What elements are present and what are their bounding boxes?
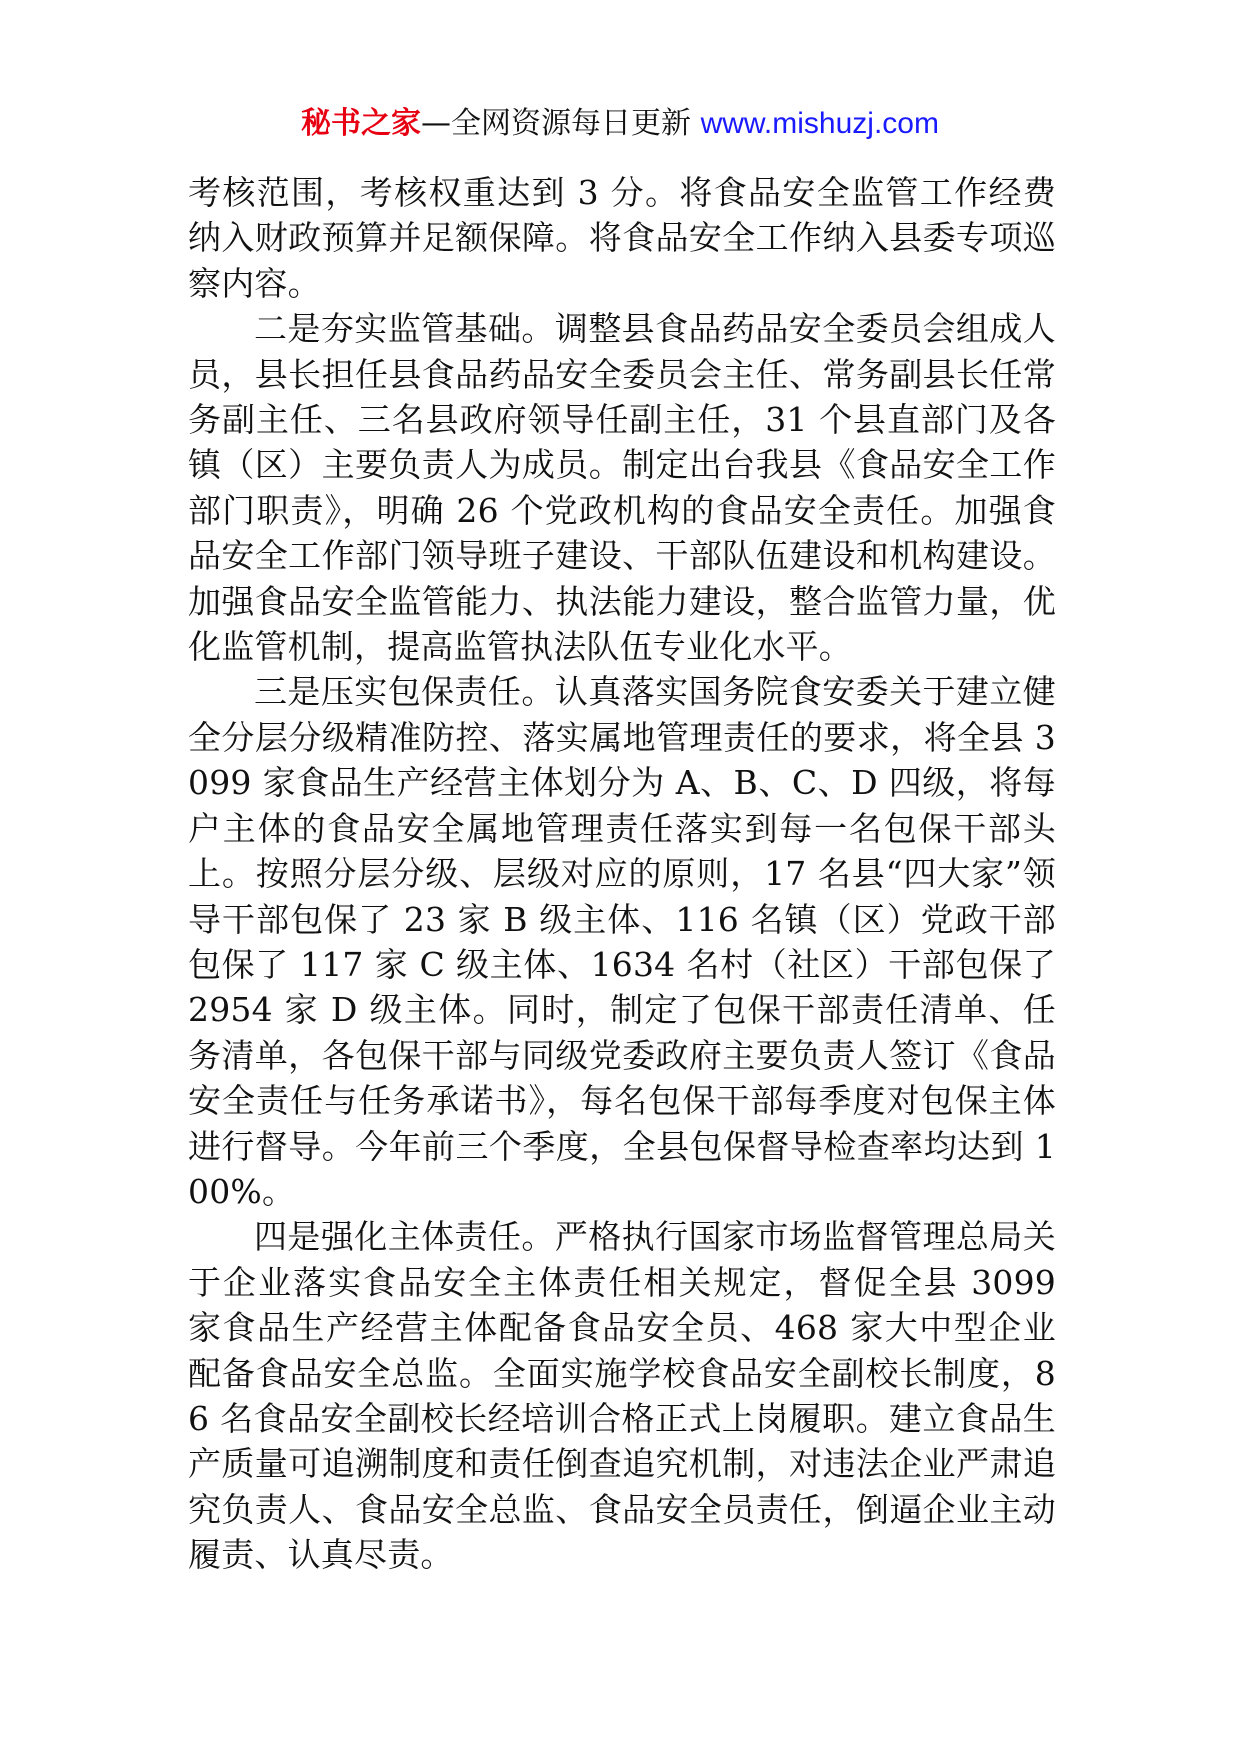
paragraph-continuation: 考核范围，考核权重达到 3 分。将食品安全监管工作经费纳入财政预算并足额保障。将食品安全工作纳入县委专项巡察内容。	[188, 173, 1056, 303]
page-header	[0, 102, 1240, 146]
document-body	[188, 170, 1056, 1578]
paragraph-main-responsibility: 四是强化主体责任。严格执行国家市场监督管理总局关于企业落实食品安全主体责任相关规定，督促全县 3099 家食品生产经营主体配备食品安全员、468 家大中型企业配备食品安全总监。全面实施学校食品安全副校长制度，86 名食品安全副校长经培训合格正式上岗履职。建立食品生产质量可追溯制度和责任倒查追究机制，对违法企业严肃追究负责人、食品安全总监、食品安全员责任，倒逼企业主动履责、认真尽责。	[188, 1217, 1056, 1575]
site-tagline: —全网资源每日更新	[421, 106, 701, 141]
paragraph-supervision-foundation: 二是夯实监管基础。调整县食品药品安全委员会组成人员，县长担任县食品药品安全委员会主任、常务副县长任常务副主任、三名县政府领导任副主任，31 个县直部门及各镇（区）主要负责人为成员。制定出台我县《食品安全工作部门职责》，明确 26 个党政机构的食品安全责任。加强食品安全工作部门领导班子建设、干部队伍建设和机构建设。加强食品安全监管能力、执法能力建设，整合监管力量，优化监管机制，提高监管执法队伍专业化水平。	[188, 309, 1056, 667]
paragraph-responsibility-guarantee: 三是压实包保责任。认真落实国务院食安委关于建立健全分层分级精准防控、落实属地管理责任的要求，将全县 3099 家食品生产经营主体划分为 A、B、C、D 四级，将每户主体的食品安全属地管理责任落实到每一名包保干部头上。按照分层分级、层级对应的原则，17 名县“四大家”领导干部包保了 23 家 B 级主体、116 名镇（区）党政干部包保了 117 家 C 级主体、1634 名村（社区）干部包保了 2954 家 D 级主体。同时，制定了包保干部责任清单、任务清单，各包保干部与同级党委政府主要负责人签订《食品安全责任与任务承诺书》，每名包保干部每季度对包保主体进行督导。今年前三个季度，全县包保督导检查率均达到 100%。	[188, 672, 1056, 1211]
site-url-link[interactable]: www.mishuzj.com	[700, 107, 939, 140]
site-brand: 秘书之家	[301, 106, 422, 141]
